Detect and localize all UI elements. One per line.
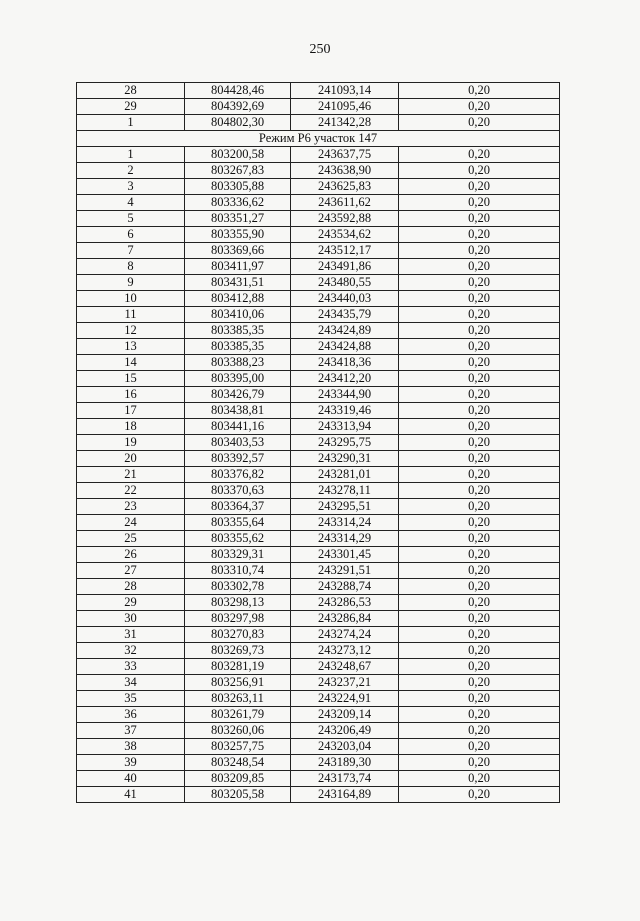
point-number: 18: [77, 419, 185, 435]
y-coordinate: 243164,89: [291, 787, 399, 803]
value-cell: 0,20: [399, 291, 560, 307]
table-row: [77, 403, 560, 419]
y-coordinate: 243278,11: [291, 483, 399, 499]
point-number: 1: [77, 115, 185, 131]
x-coordinate: 804392,69: [185, 99, 291, 115]
section-title: Режим Р6 участок 147: [77, 131, 560, 147]
table-row: [77, 547, 560, 563]
value-cell: 0,20: [399, 227, 560, 243]
value-cell: 0,20: [399, 643, 560, 659]
y-coordinate: 243424,89: [291, 323, 399, 339]
x-coordinate: 803260,06: [185, 723, 291, 739]
value-cell: 0,20: [399, 371, 560, 387]
y-coordinate: 243435,79: [291, 307, 399, 323]
value-cell: 0,20: [399, 419, 560, 435]
point-number: 22: [77, 483, 185, 499]
table-row: [77, 627, 560, 643]
table-row: [77, 611, 560, 627]
value-cell: 0,20: [399, 787, 560, 803]
point-number: 12: [77, 323, 185, 339]
table-row: [77, 211, 560, 227]
y-coordinate: 243291,51: [291, 563, 399, 579]
y-coordinate: 241095,46: [291, 99, 399, 115]
value-cell: 0,20: [399, 691, 560, 707]
y-coordinate: 243314,24: [291, 515, 399, 531]
y-coordinate: 243412,20: [291, 371, 399, 387]
x-coordinate: 803355,62: [185, 531, 291, 547]
table-row: [77, 643, 560, 659]
value-cell: 0,20: [399, 755, 560, 771]
y-coordinate: 243592,88: [291, 211, 399, 227]
point-number: 10: [77, 291, 185, 307]
y-coordinate: 243418,36: [291, 355, 399, 371]
x-coordinate: 803297,98: [185, 611, 291, 627]
table-row: [77, 451, 560, 467]
section-header: [77, 131, 560, 147]
point-number: 33: [77, 659, 185, 675]
table-row: [77, 675, 560, 691]
table-row: [77, 339, 560, 355]
value-cell: 0,20: [399, 163, 560, 179]
y-coordinate: 243286,84: [291, 611, 399, 627]
table-row: [77, 707, 560, 723]
table-row: [77, 307, 560, 323]
y-coordinate: 243288,74: [291, 579, 399, 595]
point-number: 14: [77, 355, 185, 371]
table-row: [77, 739, 560, 755]
y-coordinate: 243173,74: [291, 771, 399, 787]
x-coordinate: 803392,57: [185, 451, 291, 467]
y-coordinate: 243424,88: [291, 339, 399, 355]
point-number: 2: [77, 163, 185, 179]
x-coordinate: 803411,97: [185, 259, 291, 275]
point-number: 40: [77, 771, 185, 787]
value-cell: 0,20: [399, 99, 560, 115]
point-number: 28: [77, 579, 185, 595]
value-cell: 0,20: [399, 563, 560, 579]
table-row: [77, 419, 560, 435]
table-row: [77, 483, 560, 499]
y-coordinate: 243611,62: [291, 195, 399, 211]
point-number: 19: [77, 435, 185, 451]
x-coordinate: 803270,83: [185, 627, 291, 643]
x-coordinate: 804802,30: [185, 115, 291, 131]
point-number: 21: [77, 467, 185, 483]
value-cell: 0,20: [399, 275, 560, 291]
point-number: 28: [77, 83, 185, 99]
y-coordinate: 243440,03: [291, 291, 399, 307]
y-coordinate: 243274,24: [291, 627, 399, 643]
table-row: [77, 723, 560, 739]
page-number: 250: [309, 42, 331, 57]
point-number: 13: [77, 339, 185, 355]
y-coordinate: 241093,14: [291, 83, 399, 99]
top-rows: [77, 83, 560, 131]
table-row: [77, 99, 560, 115]
point-number: 31: [77, 627, 185, 643]
y-coordinate: 243314,29: [291, 531, 399, 547]
value-cell: 0,20: [399, 243, 560, 259]
point-number: 29: [77, 99, 185, 115]
x-coordinate: 803267,83: [185, 163, 291, 179]
y-coordinate: 243237,21: [291, 675, 399, 691]
value-cell: 0,20: [399, 675, 560, 691]
point-number: 3: [77, 179, 185, 195]
x-coordinate: 803257,75: [185, 739, 291, 755]
point-number: 41: [77, 787, 185, 803]
x-coordinate: 803385,35: [185, 339, 291, 355]
x-coordinate: 803205,58: [185, 787, 291, 803]
x-coordinate: 803248,54: [185, 755, 291, 771]
point-number: 27: [77, 563, 185, 579]
y-coordinate: 243512,17: [291, 243, 399, 259]
table-row: [77, 275, 560, 291]
point-number: 34: [77, 675, 185, 691]
value-cell: 0,20: [399, 659, 560, 675]
x-coordinate: 803376,82: [185, 467, 291, 483]
table-row: [77, 371, 560, 387]
point-number: 9: [77, 275, 185, 291]
y-coordinate: 243625,83: [291, 179, 399, 195]
point-number: 8: [77, 259, 185, 275]
x-coordinate: 803395,00: [185, 371, 291, 387]
table-row: [77, 579, 560, 595]
value-cell: 0,20: [399, 531, 560, 547]
table-row: [77, 563, 560, 579]
value-cell: 0,20: [399, 147, 560, 163]
x-coordinate: 803310,74: [185, 563, 291, 579]
value-cell: 0,20: [399, 467, 560, 483]
point-number: 5: [77, 211, 185, 227]
value-cell: 0,20: [399, 195, 560, 211]
table-row: [77, 243, 560, 259]
x-coordinate: 804428,46: [185, 83, 291, 99]
x-coordinate: 803369,66: [185, 243, 291, 259]
point-number: 20: [77, 451, 185, 467]
y-coordinate: 243281,01: [291, 467, 399, 483]
point-number: 36: [77, 707, 185, 723]
point-number: 17: [77, 403, 185, 419]
table-row: [77, 755, 560, 771]
point-number: 29: [77, 595, 185, 611]
x-coordinate: 803438,81: [185, 403, 291, 419]
coordinates-table: [76, 82, 560, 803]
value-cell: 0,20: [399, 179, 560, 195]
point-number: 11: [77, 307, 185, 323]
table-row: [77, 515, 560, 531]
value-cell: 0,20: [399, 451, 560, 467]
x-coordinate: 803403,53: [185, 435, 291, 451]
x-coordinate: 803336,62: [185, 195, 291, 211]
x-coordinate: 803370,63: [185, 483, 291, 499]
table-row: [77, 787, 560, 803]
point-number: 37: [77, 723, 185, 739]
point-number: 39: [77, 755, 185, 771]
value-cell: 0,20: [399, 723, 560, 739]
y-coordinate: 243286,53: [291, 595, 399, 611]
section-row: [77, 131, 560, 147]
x-coordinate: 803351,27: [185, 211, 291, 227]
value-cell: 0,20: [399, 387, 560, 403]
point-number: 7: [77, 243, 185, 259]
x-coordinate: 803329,31: [185, 547, 291, 563]
value-cell: 0,20: [399, 355, 560, 371]
point-number: 16: [77, 387, 185, 403]
table-row: [77, 227, 560, 243]
y-coordinate: 243290,31: [291, 451, 399, 467]
value-cell: 0,20: [399, 595, 560, 611]
y-coordinate: 243313,94: [291, 419, 399, 435]
value-cell: 0,20: [399, 483, 560, 499]
value-cell: 0,20: [399, 579, 560, 595]
table-row: [77, 259, 560, 275]
table-row: [77, 163, 560, 179]
section-rows: [77, 147, 560, 803]
y-coordinate: 243206,49: [291, 723, 399, 739]
table-row: [77, 771, 560, 787]
x-coordinate: 803412,88: [185, 291, 291, 307]
value-cell: 0,20: [399, 739, 560, 755]
value-cell: 0,20: [399, 83, 560, 99]
y-coordinate: 243273,12: [291, 643, 399, 659]
table-row: [77, 147, 560, 163]
x-coordinate: 803209,85: [185, 771, 291, 787]
value-cell: 0,20: [399, 771, 560, 787]
x-coordinate: 803388,23: [185, 355, 291, 371]
x-coordinate: 803200,58: [185, 147, 291, 163]
x-coordinate: 803263,11: [185, 691, 291, 707]
table-row: [77, 115, 560, 131]
point-number: 15: [77, 371, 185, 387]
x-coordinate: 803426,79: [185, 387, 291, 403]
table-row: [77, 83, 560, 99]
value-cell: 0,20: [399, 499, 560, 515]
y-coordinate: 243224,91: [291, 691, 399, 707]
x-coordinate: 803298,13: [185, 595, 291, 611]
y-coordinate: 243491,86: [291, 259, 399, 275]
y-coordinate: 243295,75: [291, 435, 399, 451]
point-number: 25: [77, 531, 185, 547]
y-coordinate: 243638,90: [291, 163, 399, 179]
value-cell: 0,20: [399, 627, 560, 643]
y-coordinate: 243203,04: [291, 739, 399, 755]
y-coordinate: 243534,62: [291, 227, 399, 243]
x-coordinate: 803281,19: [185, 659, 291, 675]
value-cell: 0,20: [399, 115, 560, 131]
x-coordinate: 803256,91: [185, 675, 291, 691]
y-coordinate: 243319,46: [291, 403, 399, 419]
value-cell: 0,20: [399, 435, 560, 451]
value-cell: 0,20: [399, 211, 560, 227]
point-number: 24: [77, 515, 185, 531]
value-cell: 0,20: [399, 403, 560, 419]
x-coordinate: 803364,37: [185, 499, 291, 515]
y-coordinate: 241342,28: [291, 115, 399, 131]
value-cell: 0,20: [399, 547, 560, 563]
point-number: 30: [77, 611, 185, 627]
table-row: [77, 323, 560, 339]
table-row: [77, 195, 560, 211]
y-coordinate: 243209,14: [291, 707, 399, 723]
table-row: [77, 595, 560, 611]
y-coordinate: 243480,55: [291, 275, 399, 291]
value-cell: 0,20: [399, 515, 560, 531]
x-coordinate: 803302,78: [185, 579, 291, 595]
y-coordinate: 243189,30: [291, 755, 399, 771]
table-row: [77, 659, 560, 675]
point-number: 26: [77, 547, 185, 563]
x-coordinate: 803385,35: [185, 323, 291, 339]
value-cell: 0,20: [399, 339, 560, 355]
table-row: [77, 355, 560, 371]
y-coordinate: 243344,90: [291, 387, 399, 403]
value-cell: 0,20: [399, 707, 560, 723]
value-cell: 0,20: [399, 611, 560, 627]
x-coordinate: 803431,51: [185, 275, 291, 291]
point-number: 35: [77, 691, 185, 707]
value-cell: 0,20: [399, 323, 560, 339]
table-row: [77, 291, 560, 307]
table-row: [77, 387, 560, 403]
y-coordinate: 243295,51: [291, 499, 399, 515]
table-row: [77, 531, 560, 547]
x-coordinate: 803269,73: [185, 643, 291, 659]
point-number: 6: [77, 227, 185, 243]
x-coordinate: 803355,64: [185, 515, 291, 531]
table-row: [77, 467, 560, 483]
x-coordinate: 803261,79: [185, 707, 291, 723]
x-coordinate: 803305,88: [185, 179, 291, 195]
point-number: 32: [77, 643, 185, 659]
table-row: [77, 435, 560, 451]
table-row: [77, 499, 560, 515]
point-number: 1: [77, 147, 185, 163]
point-number: 38: [77, 739, 185, 755]
point-number: 23: [77, 499, 185, 515]
x-coordinate: 803410,06: [185, 307, 291, 323]
y-coordinate: 243248,67: [291, 659, 399, 675]
x-coordinate: 803355,90: [185, 227, 291, 243]
table-row: [77, 691, 560, 707]
y-coordinate: 243637,75: [291, 147, 399, 163]
table-row: [77, 179, 560, 195]
point-number: 4: [77, 195, 185, 211]
y-coordinate: 243301,45: [291, 547, 399, 563]
value-cell: 0,20: [399, 307, 560, 323]
value-cell: 0,20: [399, 259, 560, 275]
x-coordinate: 803441,16: [185, 419, 291, 435]
